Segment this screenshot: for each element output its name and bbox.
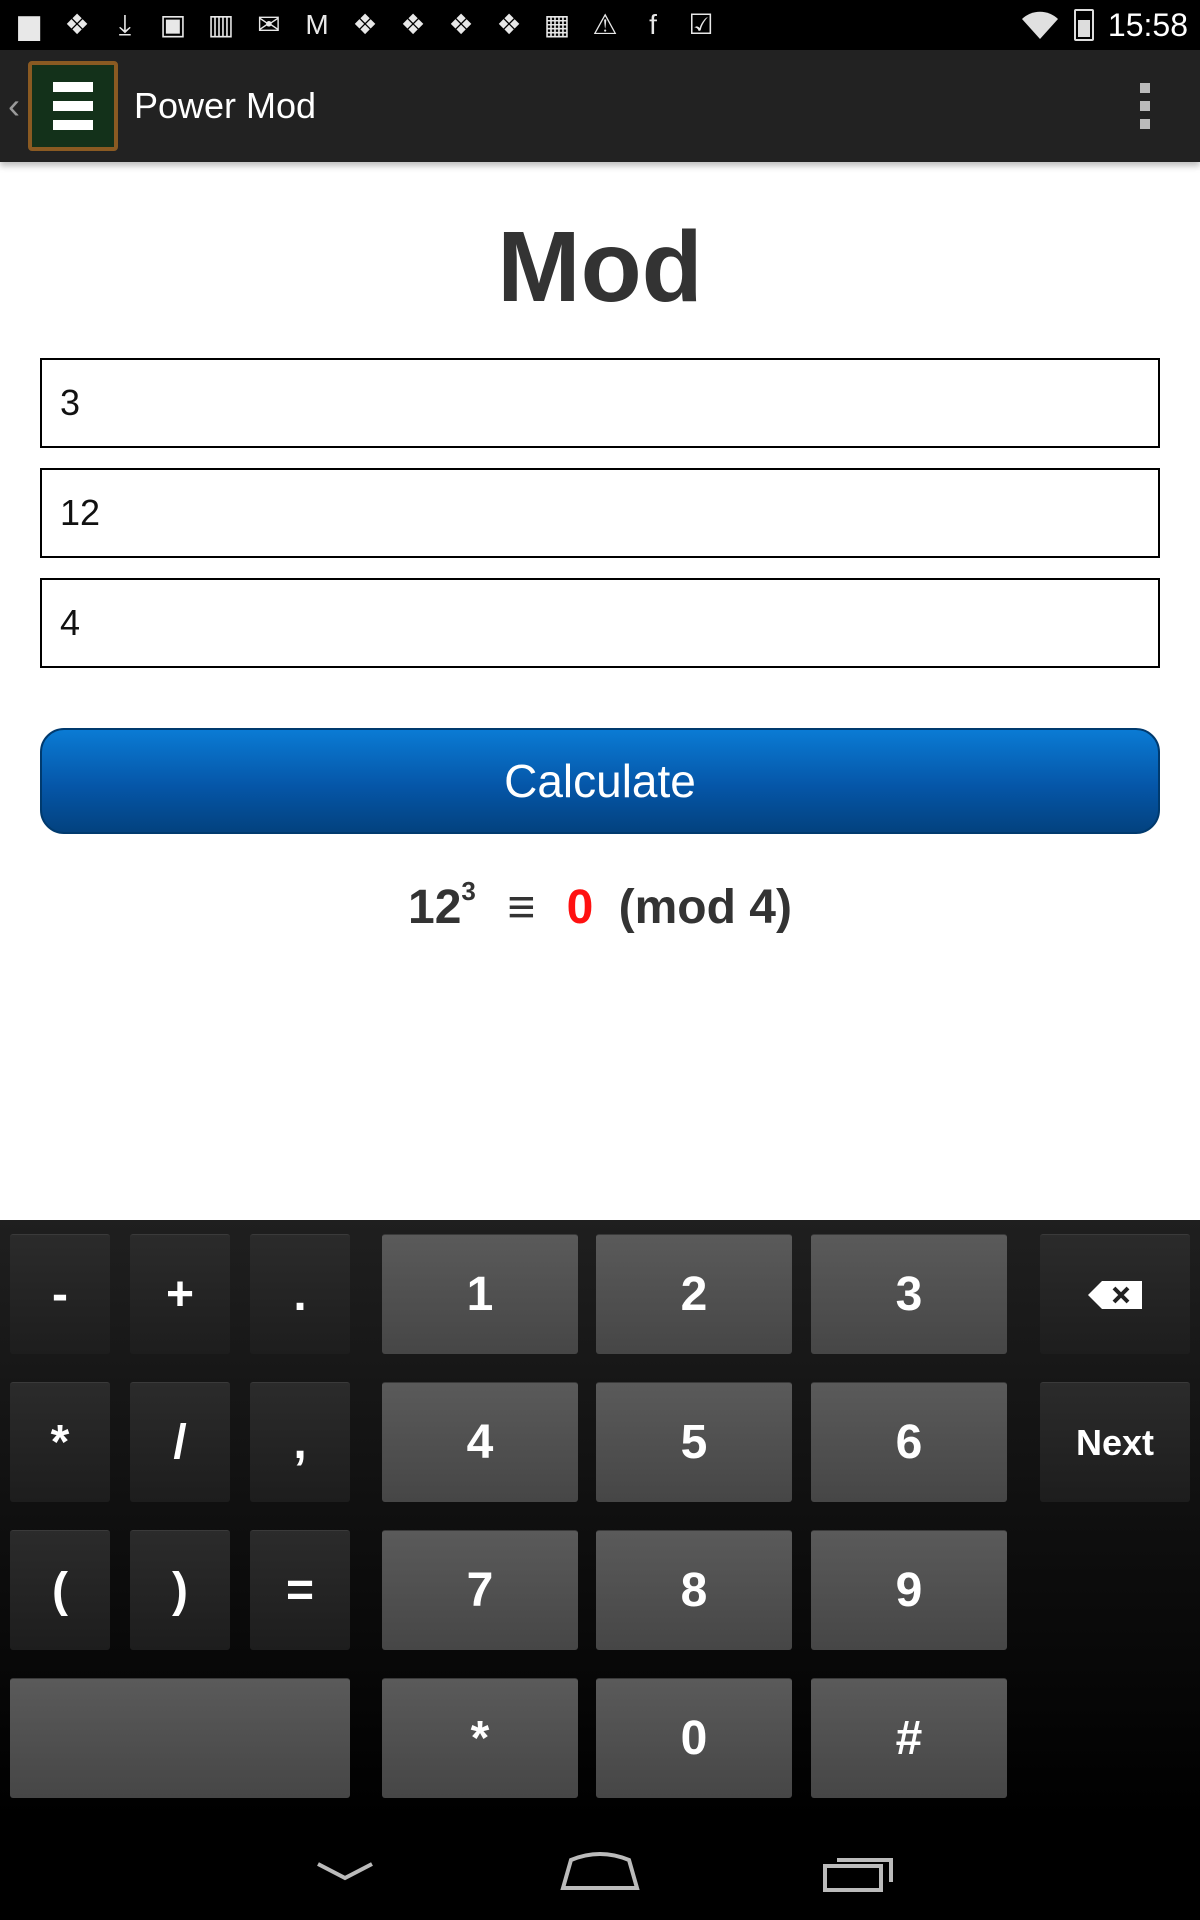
status-time: 15:58 xyxy=(1107,6,1188,43)
home-icon[interactable] xyxy=(555,1844,645,1900)
key-minus[interactable]: - xyxy=(10,1234,110,1354)
key-1[interactable]: 1 xyxy=(382,1234,578,1354)
email-icon: ✉ xyxy=(257,9,281,40)
key-9[interactable]: 9 xyxy=(811,1530,1007,1650)
action-bar xyxy=(0,50,1200,162)
result-mod-text: (mod 4) xyxy=(618,881,792,934)
dropbox-icon: ❖ xyxy=(352,9,378,40)
modulus-input[interactable] xyxy=(40,578,1160,668)
up-chevron-icon[interactable]: ‹ xyxy=(8,85,20,126)
facebook-icon: f xyxy=(649,9,657,40)
recent-apps-icon[interactable] xyxy=(815,1844,905,1900)
overflow-menu-icon[interactable] xyxy=(1140,83,1150,129)
key-comma[interactable]: , xyxy=(250,1382,350,1502)
key-equals[interactable]: = xyxy=(250,1530,350,1650)
key-close-paren[interactable]: ) xyxy=(130,1530,230,1650)
status-bar xyxy=(0,0,1200,50)
base-input[interactable] xyxy=(40,468,1160,558)
status-right xyxy=(1020,7,1188,44)
result-base: 12 xyxy=(408,881,462,934)
next-key[interactable]: Next xyxy=(1040,1382,1190,1502)
key-6[interactable]: 6 xyxy=(811,1382,1007,1502)
result-exponent: 3 xyxy=(461,876,476,906)
exponent-input[interactable] xyxy=(40,358,1160,448)
numeric-keyboard xyxy=(0,1220,1200,1820)
library-icon: ▥ xyxy=(207,9,235,40)
hide-keyboard-icon[interactable] xyxy=(300,1844,390,1900)
notification-icons xyxy=(12,8,718,42)
key-plus[interactable]: + xyxy=(130,1234,230,1354)
dropbox-icon: ❖ xyxy=(64,9,90,40)
calculate-button[interactable]: Calculate xyxy=(40,728,1160,834)
result-equiv-symbol: ≡ xyxy=(507,881,536,934)
result-expression xyxy=(0,876,1200,935)
app-icon[interactable] xyxy=(28,61,118,151)
battery-icon xyxy=(1074,9,1094,41)
key-5[interactable]: 5 xyxy=(596,1382,792,1502)
image-icon: ▣ xyxy=(159,9,187,40)
key-asterisk[interactable]: * xyxy=(10,1382,110,1502)
key-hash[interactable]: # xyxy=(811,1678,1007,1798)
key-period[interactable]: . xyxy=(250,1234,350,1354)
key-8[interactable]: 8 xyxy=(596,1530,792,1650)
download-icon: ⤓ xyxy=(118,9,132,40)
backspace-key[interactable] xyxy=(1040,1234,1190,1354)
calendar-icon: ▦ xyxy=(543,9,571,40)
dropbox-icon: ❖ xyxy=(448,9,474,40)
space-key[interactable] xyxy=(10,1678,350,1798)
key-7[interactable]: 7 xyxy=(382,1530,578,1650)
chat-icon: ▆ xyxy=(18,9,40,40)
navigation-bar xyxy=(0,1820,1200,1920)
dropbox-icon: ❖ xyxy=(496,9,522,40)
key-2[interactable]: 2 xyxy=(596,1234,792,1354)
key-3[interactable]: 3 xyxy=(811,1234,1007,1354)
dropbox-icon: ❖ xyxy=(400,9,426,40)
backspace-icon xyxy=(1088,1281,1142,1309)
key-star[interactable]: * xyxy=(382,1678,578,1798)
gmail-icon: M xyxy=(305,9,329,40)
key-slash[interactable]: / xyxy=(130,1382,230,1502)
key-0[interactable]: 0 xyxy=(596,1678,792,1798)
shopping-bag-icon: ☑ xyxy=(688,9,714,40)
warning-icon: ⚠ xyxy=(592,9,618,40)
key-open-paren[interactable]: ( xyxy=(10,1530,110,1650)
key-4[interactable]: 4 xyxy=(382,1382,578,1502)
page-title: Mod xyxy=(497,211,703,323)
wifi-icon xyxy=(1020,9,1060,41)
app-title: Power Mod xyxy=(134,85,317,126)
result-value: 0 xyxy=(566,881,594,934)
